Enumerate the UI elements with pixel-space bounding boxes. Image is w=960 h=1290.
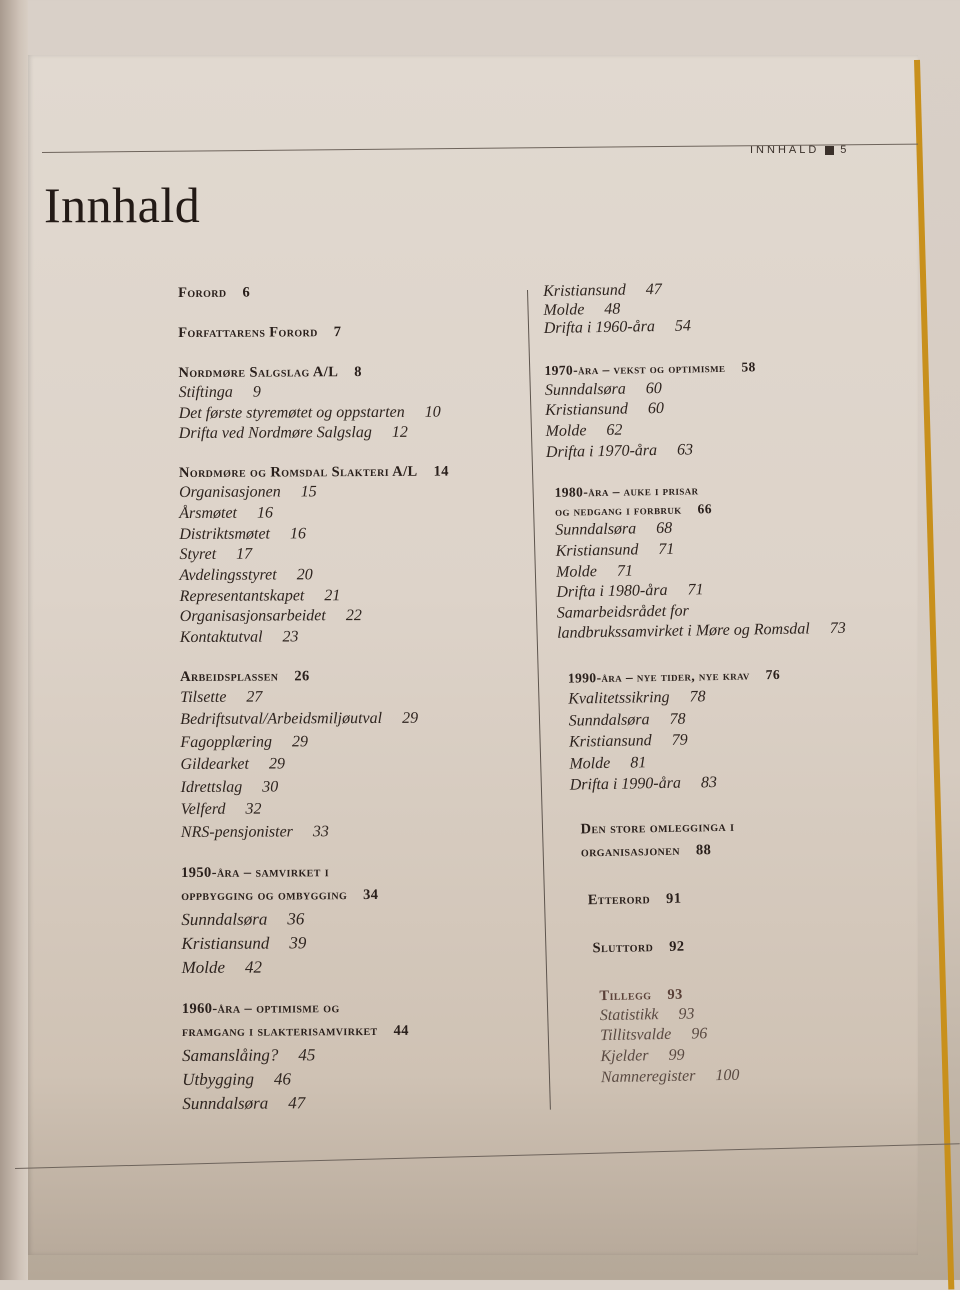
toc-heading[interactable]: Tillegg 93 [599, 986, 683, 1004]
toc-section [179, 461, 520, 648]
toc-entry[interactable]: Idrettslag 30 [180, 778, 279, 796]
toc-entry[interactable]: Molde 81 [569, 753, 647, 773]
toc-section [180, 665, 521, 844]
toc-entry[interactable]: Statistikk 93 [599, 1005, 695, 1024]
toc-entry[interactable]: Drifta i 1980-åra 71 [556, 581, 704, 602]
toc-entry[interactable]: Fagopplæring 29 [180, 733, 309, 751]
toc-entry[interactable]: Kristiansund 60 [545, 400, 665, 420]
toc-heading[interactable]: Arbeidsplassen 26 [180, 668, 310, 685]
gold-page-edge [914, 60, 954, 1290]
toc-section [178, 281, 518, 303]
toc-entry[interactable]: NRS-pensjonister 33 [180, 822, 329, 841]
toc-entry[interactable]: Utbygging 46 [182, 1069, 292, 1090]
toc-heading[interactable]: Forord 6 [178, 284, 251, 301]
left-page-edge [0, 0, 28, 1280]
toc-section [552, 813, 883, 865]
toc-entry[interactable]: Kristiansund 47 [543, 280, 662, 300]
toc-entry[interactable]: Gildearket 29 [180, 755, 285, 774]
toc-entry[interactable]: Sunndalsøra 68 [555, 520, 673, 540]
toc-section [182, 996, 523, 1116]
toc-entry[interactable]: Styret 17 [179, 545, 253, 564]
toc-section [178, 361, 518, 445]
toc-entry[interactable]: Representantskapet 21 [179, 586, 341, 605]
toc-heading[interactable]: Nordmøre og Romsdal Slakteri A/L 14 [178, 463, 449, 482]
toc-entry[interactable]: Samanslåing? 45 [181, 1045, 316, 1066]
toc-entry[interactable]: Kristiansund 71 [555, 540, 675, 560]
toc-heading[interactable]: 1980-åra – auke i prisar og nedgang i forbruk 66 [554, 482, 713, 520]
toc-entry[interactable]: Tilsette 27 [180, 688, 263, 706]
toc-entry[interactable]: Kristiansund 39 [181, 933, 307, 954]
toc-heading[interactable]: Sluttord 92 [592, 938, 685, 956]
toc-entry[interactable]: Drifta i 1960-åra 54 [543, 317, 692, 337]
toc-entry[interactable]: Organisasjonsarbeidet 22 [179, 607, 362, 626]
toc-section [550, 663, 882, 796]
toc-entry[interactable]: Tillitsvalde 96 [600, 1025, 708, 1045]
square-bullet-icon [825, 146, 834, 155]
toc-entry[interactable]: Kontaktutval 23 [179, 628, 299, 647]
toc-section [555, 981, 887, 1090]
toc-entry[interactable]: Sunndalsøra 36 [181, 909, 305, 930]
toc-entry[interactable]: Stiftinga 9 [178, 383, 261, 401]
toc-entry[interactable]: Drifta i 1970-åra 63 [545, 441, 694, 461]
toc-heading[interactable]: 1960-åra – optimisme og framgang i slakterisamvirket 44 [181, 1000, 409, 1041]
toc-entry[interactable]: Kvalitetssikring 78 [568, 688, 706, 708]
toc-heading[interactable]: Den store omlegginga i organisasjonen 88 [580, 818, 735, 861]
toc-entry[interactable]: Bedriftsutval/Arbeidsmiljøutval 29 [180, 709, 419, 729]
toc-heading[interactable]: Nordmøre Salgslag A/L 8 [178, 364, 362, 381]
toc-entry[interactable]: Sunndalsøra 78 [568, 710, 686, 730]
toc-section [178, 321, 518, 343]
toc-entry[interactable]: Drifta ved Nordmøre Salgslag 12 [178, 424, 408, 443]
toc-heading[interactable]: Forfattarens Forord 7 [178, 324, 342, 341]
toc-entry[interactable]: Molde 71 [555, 562, 634, 581]
toc-section [546, 478, 879, 644]
toc-entry[interactable]: Det første styremøtet og oppstarten 10 [178, 403, 441, 422]
toc-entry[interactable]: Samarbeidsrådet for landbrukssamvirket i Møre og Romsdal 73 [556, 602, 846, 642]
running-head-page-number: 5 [840, 144, 850, 156]
toc-entry[interactable]: Kjelder 99 [600, 1046, 685, 1066]
toc-section-continued [543, 277, 874, 338]
toc-heading[interactable]: 1950-åra – samvirket i oppbygging og ombygging 34 [181, 864, 379, 905]
running-head-label: INNHALD [750, 144, 820, 156]
page-title: Innhald [44, 177, 201, 233]
toc-heading[interactable]: Etterord 91 [587, 890, 682, 908]
toc-entry[interactable]: Drifta i 1990-åra 83 [569, 774, 718, 794]
toc-left-column [178, 281, 522, 1134]
toc-heading[interactable]: 1970-åra – vekst og optimisme 58 [544, 358, 756, 378]
toc-entry[interactable]: Sunndalsøra 47 [182, 1093, 306, 1114]
toc-entry[interactable]: Molde 42 [181, 957, 263, 978]
toc-entry[interactable]: Organisasjonen 15 [179, 483, 317, 502]
toc-entry[interactable]: Velferd 32 [180, 800, 262, 819]
toc-entry[interactable]: Molde 62 [545, 421, 623, 440]
toc-section [554, 885, 884, 911]
toc-entry[interactable]: Avdelingsstyret 20 [179, 566, 313, 584]
toc-entry[interactable]: Namneregister 100 [600, 1066, 740, 1086]
toc-section [554, 933, 884, 959]
toc-entry[interactable]: Kristiansund 79 [568, 731, 688, 751]
toc-entry[interactable]: Årsmøtet 16 [179, 504, 274, 522]
toc-section [181, 860, 522, 980]
toc-heading[interactable]: 1990-åra – nye tider, nye krav 76 [567, 667, 781, 686]
toc-section [544, 355, 876, 464]
toc-entry[interactable]: Distriktsmøtet 16 [179, 524, 307, 543]
toc-right-column [543, 277, 887, 1107]
toc-entry[interactable]: Sunndalsøra 60 [544, 379, 662, 399]
toc-entry[interactable]: Molde 48 [543, 300, 621, 319]
